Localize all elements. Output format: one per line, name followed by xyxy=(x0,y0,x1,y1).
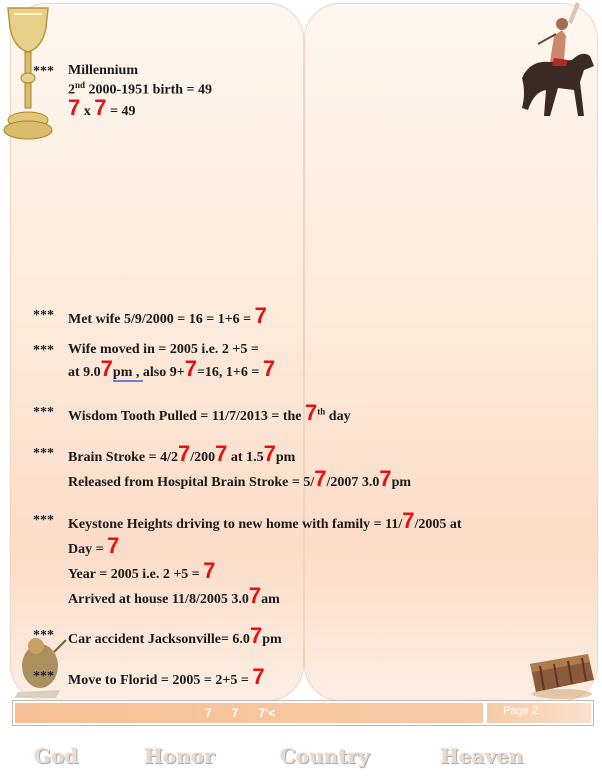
seven-mark: 7 xyxy=(94,95,107,120)
entry-line: Day = 7 xyxy=(68,533,120,558)
horse-rider-icon xyxy=(510,0,600,125)
footer-bar xyxy=(12,700,594,726)
seven-mark: 7 xyxy=(184,356,197,381)
seven-mark: 7 xyxy=(215,441,228,466)
seven-mark: 7 xyxy=(100,356,113,381)
entry-line: Year = 2005 i.e. 2 +5 = 7 xyxy=(68,558,216,583)
entry-line: 7 x 7 = 49 xyxy=(68,95,136,120)
entry-line: Keystone Heights driving to new home with family = 11/7/2005 at xyxy=(68,508,462,533)
seven-mark: 7 xyxy=(379,466,392,491)
seven-mark: 7 xyxy=(305,400,318,425)
seven-mark: 7 xyxy=(68,95,81,120)
entry-line: Wife moved in = 2005 i.e. 2 +5 = xyxy=(68,342,259,357)
entry-line: at 9.07pm , also 9+7=16, 1+6 = 7 xyxy=(68,356,276,381)
treasure-icon xyxy=(524,644,598,700)
seven-mark: 7 xyxy=(254,303,267,328)
entry-line: Brain Stroke = 4/27/2007 at 1.57pm xyxy=(68,441,296,466)
seven-mark: 7 xyxy=(248,583,262,608)
bullet-stars: *** xyxy=(33,446,54,461)
footer-sevens: 7 7 7’< xyxy=(205,706,276,720)
seven-mark: 7 xyxy=(314,466,327,491)
motto-word: Heaven xyxy=(440,744,524,768)
bullet-stars: *** xyxy=(33,669,54,684)
entry-line: Released from Hospital Brain Stroke = 5/7/2007 3.07pm xyxy=(68,466,412,491)
motto-word: Country xyxy=(280,744,370,768)
entry-line: Met wife 5/9/2000 = 16 = 1+6 = 7 xyxy=(68,303,267,328)
entry-line: Millennium xyxy=(68,63,139,78)
page-number: Page 2 xyxy=(503,705,538,717)
seven-mark: 7 xyxy=(178,441,191,466)
seven-mark: 7 xyxy=(402,508,415,533)
entry-line: Move to Florid = 2005 = 2+5 = 7 xyxy=(68,664,265,689)
bullet-stars: *** xyxy=(33,343,54,358)
seven-mark: 7 xyxy=(262,356,276,381)
seven-mark: 7 xyxy=(263,441,276,466)
entry-line: Arrived at house 11/8/2005 3.07am xyxy=(68,583,280,608)
bullet-stars: *** xyxy=(33,513,54,528)
entry-line: Wisdom Tooth Pulled = 11/7/2013 = the 7th day xyxy=(68,400,351,425)
bullet-stars: *** xyxy=(33,64,54,79)
entry-line: 2nd 2000-1951 birth = 49 xyxy=(68,80,212,98)
seven-mark: 7 xyxy=(249,623,263,648)
bullet-stars: *** xyxy=(33,628,54,643)
bullet-stars: *** xyxy=(33,405,54,420)
seven-mark: 7 xyxy=(203,558,216,583)
motto-word: Honor xyxy=(144,744,215,768)
entry-line: Car accident Jacksonville= 6.07pm xyxy=(68,623,282,648)
bullet-stars: *** xyxy=(33,308,54,323)
motto-word: God xyxy=(34,744,79,768)
seven-mark: 7 xyxy=(252,664,265,689)
seven-mark: 7 xyxy=(107,533,120,558)
